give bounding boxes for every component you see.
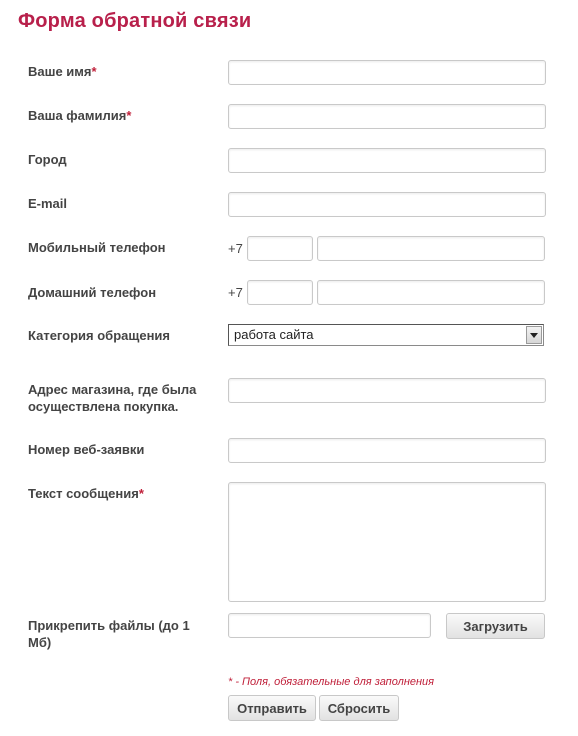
store-address-label: Адрес магазина, где была осуществлена покупка. [28, 382, 197, 414]
mobile-phone-label: Мобильный телефон [28, 240, 166, 255]
category-selected-value: работа сайта [234, 327, 314, 342]
store-address-input[interactable] [228, 378, 546, 403]
required-mark: * [138, 486, 144, 501]
message-label [28, 485, 144, 502]
home-code-input[interactable] [247, 280, 313, 305]
required-mark: * [91, 64, 97, 79]
home-phone-label: Домашний телефон [28, 285, 157, 300]
home-country-prefix: +7 [228, 285, 243, 300]
city-input[interactable] [228, 148, 546, 173]
message-textarea[interactable] [228, 482, 546, 602]
mobile-number-input[interactable] [317, 236, 545, 261]
web-request-input[interactable] [228, 438, 546, 463]
page-title: Форма обратной связи [18, 10, 252, 32]
city-label: Город [28, 152, 67, 167]
required-note-text: - Поля, обязательные для заполнения [232, 676, 435, 688]
web-request-label: Номер веб-заявки [28, 442, 145, 457]
attach-files-label: Прикрепить файлы (до 1 Мб) [28, 618, 190, 650]
last-name-label-text: Ваша фамилия [28, 108, 127, 123]
required-note-mark: * [228, 676, 233, 688]
required-fields-note [228, 676, 434, 688]
last-name-input[interactable] [228, 104, 546, 129]
email-input[interactable] [228, 192, 546, 217]
required-mark: * [126, 108, 132, 123]
attach-file-input[interactable] [228, 613, 431, 638]
first-name-label [28, 63, 97, 80]
mobile-code-input[interactable] [247, 236, 313, 261]
category-label: Категория обращения [28, 328, 171, 343]
upload-button[interactable]: Загрузить [446, 613, 545, 639]
first-name-label-text: Ваше имя [28, 64, 92, 79]
mobile-country-prefix: +7 [228, 241, 243, 256]
chevron-down-icon[interactable] [526, 326, 542, 344]
email-label: E-mail [28, 196, 68, 211]
message-label-text: Текст сообщения [28, 486, 139, 501]
first-name-input[interactable] [228, 60, 546, 85]
home-number-input[interactable] [317, 280, 545, 305]
reset-button[interactable]: Сбросить [319, 695, 399, 721]
last-name-label [28, 107, 131, 124]
category-select[interactable] [228, 324, 544, 346]
submit-button[interactable]: Отправить [228, 695, 316, 721]
